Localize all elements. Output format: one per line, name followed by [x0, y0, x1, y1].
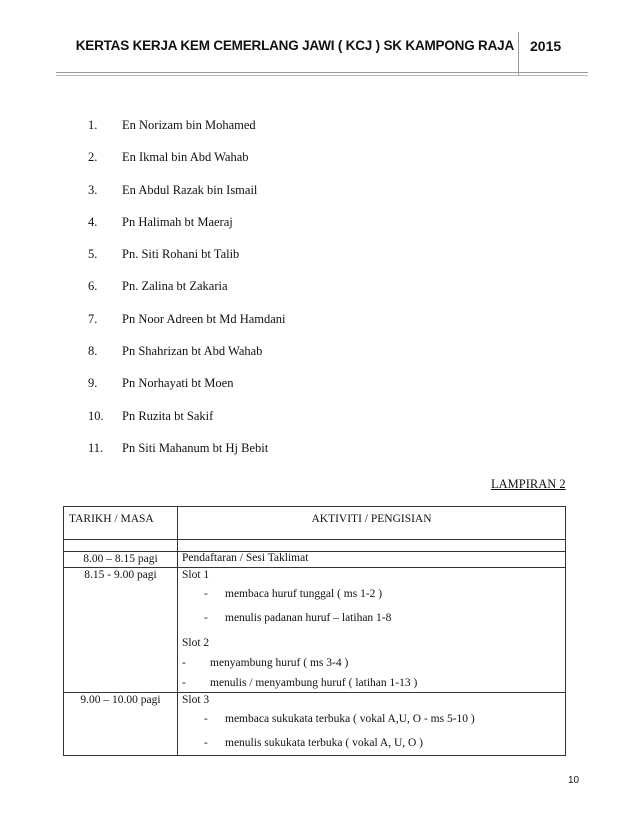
activity-text: menyambung huruf ( ms 3-4 ) [210, 657, 349, 669]
table-row [64, 693, 566, 756]
slot-label: Slot 1 [182, 569, 210, 581]
activity-cell: Pendaftaran / Sesi Taklimat [178, 552, 566, 568]
table-row [64, 568, 566, 693]
column-header-activity: AKTIVITI / PENGISIAN [178, 507, 566, 540]
activity-item [182, 707, 565, 731]
list-number: 4. [88, 214, 98, 229]
bullet-dash: - [182, 677, 186, 689]
activity-item [182, 731, 565, 755]
bullet-dash: - [204, 588, 208, 600]
activity-text: menulis / menyambung huruf ( latihan 1-13 ) [210, 677, 418, 689]
page-number: 10 [568, 775, 580, 786]
bullet-dash: - [204, 612, 208, 624]
member-name: Pn Noor Adreen bt Md Hamdani [122, 311, 286, 326]
member-name: Pn Ruzita bt Sakif [122, 408, 214, 423]
header-title: KERTAS KERJA KEM CEMERLANG JAWI ( KCJ ) SK KAMPONG RAJA [75, 38, 514, 53]
slot-label: Slot 2 [182, 637, 210, 649]
list-number: 1. [88, 118, 98, 132]
header-rule-secondary [56, 75, 588, 76]
activity-item [182, 674, 565, 692]
activity-table [63, 506, 566, 756]
header-rule [56, 72, 588, 73]
member-name: Pn Norhayati bt Moen [122, 376, 234, 391]
table-row [64, 552, 566, 568]
time-cell: 8.00 – 8.15 pagi [64, 552, 178, 568]
appendix-label: LAMPIRAN 2 [491, 477, 566, 491]
bullet-dash: - [204, 737, 208, 749]
table-spacer-row [64, 540, 566, 552]
list-number: 5. [88, 247, 98, 262]
activity-item [182, 654, 565, 674]
member-name: Pn Shahrizan bt Abd Wahab [122, 344, 263, 359]
member-name: En Ikmal bin Abd Wahab [122, 150, 249, 165]
member-name: En Abdul Razak bin Ismail [122, 182, 258, 197]
list-number: 8. [88, 344, 98, 359]
activity-item [182, 582, 565, 606]
column-header-date: TARIKH / MASA [64, 507, 178, 540]
member-name: Pn Halimah bt Maeraj [122, 214, 233, 229]
activity-text: membaca sukukata terbuka ( vokal A,U, O - ms 5-10 ) [225, 713, 475, 725]
header-year: 2015 [530, 38, 562, 54]
activity-text: menulis padanan huruf – latihan 1-8 [225, 612, 392, 624]
list-number: 2. [88, 150, 98, 165]
activity-cell [178, 568, 566, 693]
member-name: Pn Siti Mahanum bt Hj Bebit [122, 440, 269, 455]
header-divider [518, 32, 519, 76]
time-cell: 8.15 - 9.00 pagi [64, 568, 178, 693]
member-name: En Norizam bin Mohamed [122, 118, 256, 132]
table-header-row [64, 507, 566, 540]
bullet-dash: - [182, 657, 186, 669]
list-number: 7. [88, 311, 98, 326]
member-name: Pn. Siti Rohani bt Talib [122, 247, 240, 262]
list-number: 11. [88, 440, 104, 455]
list-number: 3. [88, 182, 98, 197]
member-name: Pn. Zalina bt Zakaria [122, 279, 228, 294]
activity-cell [178, 693, 566, 756]
list-number: 10. [88, 408, 104, 423]
list-number: 6. [88, 279, 98, 294]
slot-label: Slot 3 [182, 694, 210, 706]
activity-text: menulis sukukata terbuka ( vokal A, U, O ) [225, 737, 424, 749]
activity-item [182, 606, 565, 630]
list-number: 9. [88, 376, 98, 391]
activity-text: membaca huruf tunggal ( ms 1-2 ) [225, 588, 383, 600]
time-cell: 9.00 – 10.00 pagi [64, 693, 178, 756]
bullet-dash: - [204, 713, 208, 725]
